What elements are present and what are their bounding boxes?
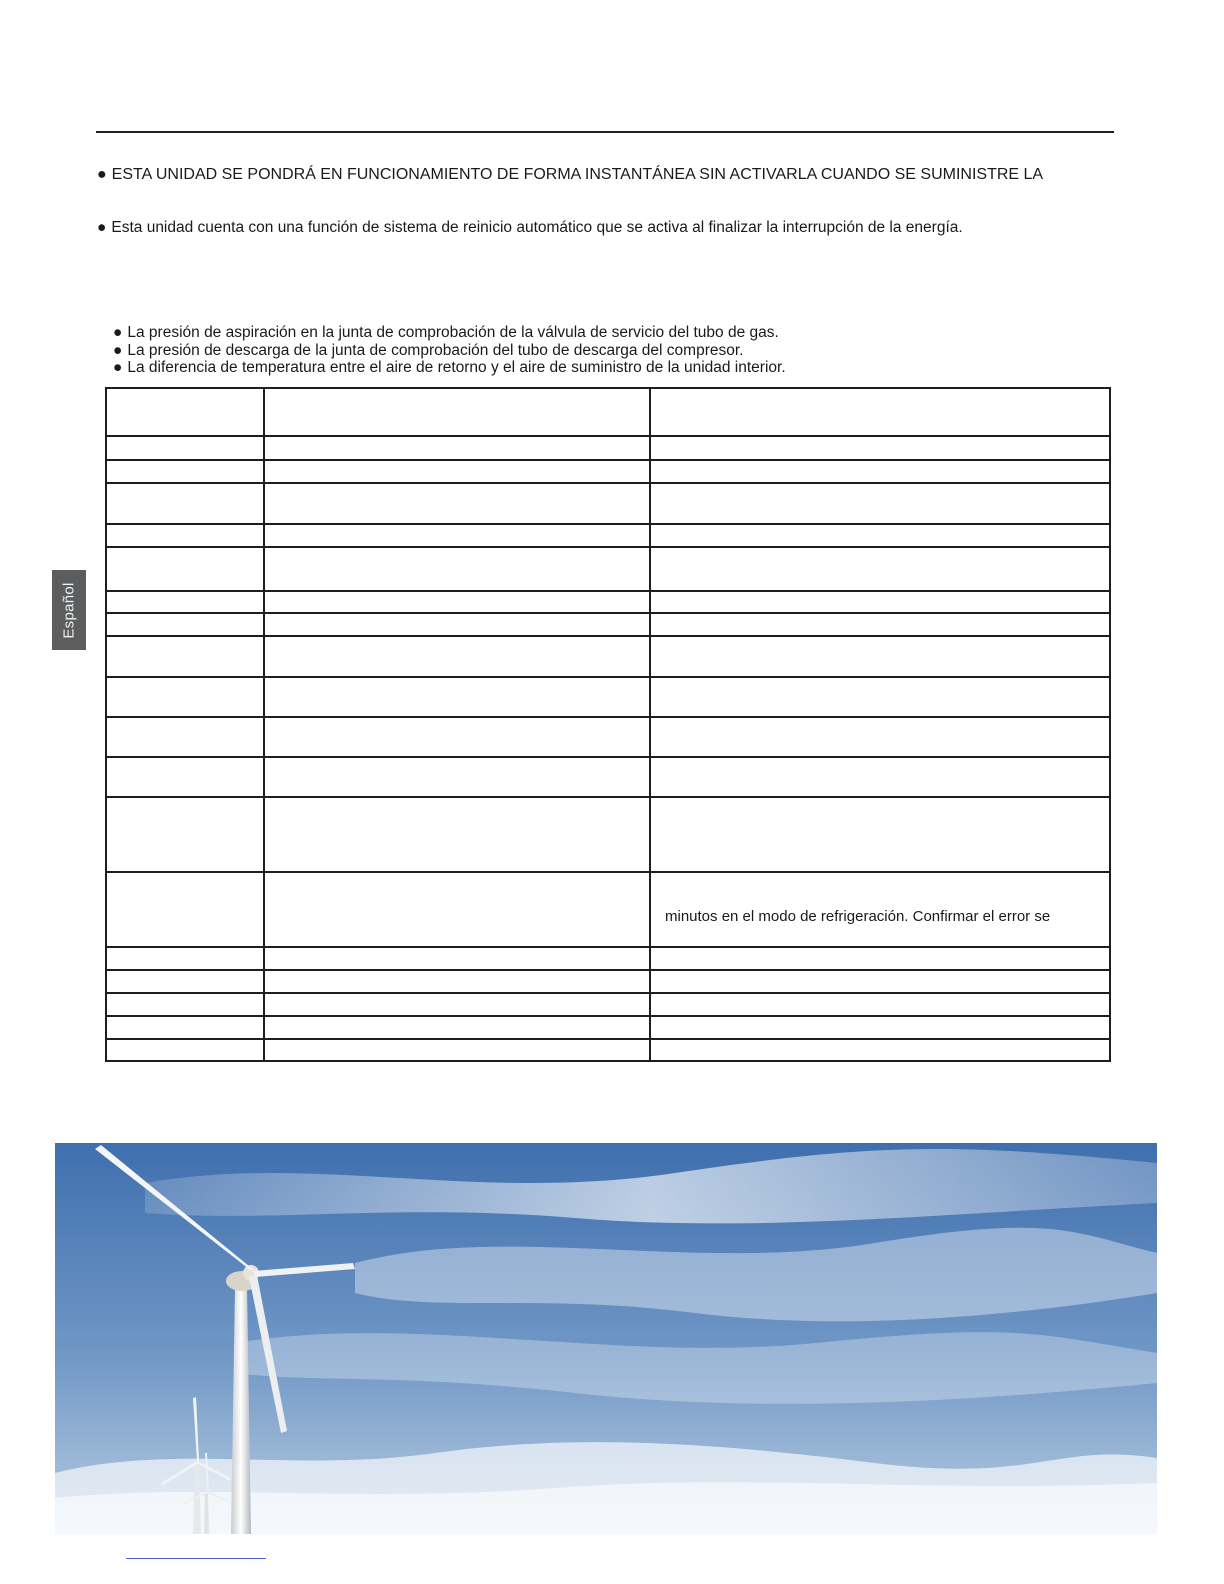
language-tab [52,570,86,650]
table-cell [650,524,1110,547]
restart-paragraph [97,219,963,237]
table-row [106,872,1110,947]
table-cell [106,757,264,797]
table-row [106,757,1110,797]
table-cell [264,757,650,797]
bullet-icon: ● [113,341,123,359]
warning-text: ESTA UNIDAD SE PONDRÁ EN FUNCIONAMIENTO DE FORMA INSTANTÁNEA SIN ACTIVARLA CUANDO SE SUMINISTRE LA [111,166,1044,183]
table-cell [264,547,650,591]
table-cell [264,613,650,636]
footer-link-underline [126,1558,266,1559]
table-row [106,993,1110,1016]
check-list [113,324,786,377]
table-cell [106,993,264,1016]
table-row [106,591,1110,613]
table-cell [106,717,264,757]
header-rule [96,131,1114,133]
table-cell [264,591,650,613]
table-cell [264,1039,650,1061]
table-row [106,436,1110,460]
table-row [106,547,1110,591]
table-cell [106,872,264,947]
warning-paragraph [97,166,1043,184]
table-cell [264,388,650,436]
table-row [106,524,1110,547]
table-cell [264,677,650,717]
table-cell [650,388,1110,436]
table-cell [650,483,1110,524]
table-cell [650,591,1110,613]
table-cell [650,1016,1110,1039]
bullet-icon: ● [97,219,107,236]
table-cell [106,677,264,717]
language-tab-label: Español [60,581,78,639]
check-item: ● La presión de aspiración en la junta de comprobación de la válvula de servicio del tubo de gas. [113,324,779,341]
table-cell [650,460,1110,483]
table-cell [106,460,264,483]
table-cell [650,677,1110,717]
table-cell [264,993,650,1016]
table-cell [106,1016,264,1039]
table-cell [650,436,1110,460]
bullet-icon: ● [97,166,107,183]
table-cell [650,717,1110,757]
table-cell [650,970,1110,993]
table-cell [106,388,264,436]
table-cell [106,436,264,460]
table-cell [650,636,1110,677]
table-cell [106,947,264,970]
table-row [106,460,1110,483]
table-cell [264,524,650,547]
table-cell [106,1039,264,1061]
table-cell [650,872,1110,947]
table-row [106,717,1110,757]
table-cell [650,947,1110,970]
row-note-text: minutos en el modo de refrigeración. Confirmar el error se [665,908,1051,925]
table-cell [264,970,650,993]
table-cell [264,797,650,872]
check-item: ● La presión de descarga de la junta de comprobación del tubo de descarga del compresor. [113,341,744,359]
table-row [106,947,1110,970]
table-row [106,483,1110,524]
table-cell [650,613,1110,636]
table-cell [264,947,650,970]
table-row [106,1016,1110,1039]
check-item: ● La diferencia de temperatura entre el aire de retorno y el aire de suministro de la unidad interior. [113,359,786,376]
table-header-row [106,388,1110,436]
table-row [106,797,1110,872]
bullet-icon: ● [113,324,123,341]
table-cell [106,547,264,591]
table-cell [264,436,650,460]
table-cell [106,524,264,547]
table-row [106,970,1110,993]
table-cell [264,717,650,757]
table-cell [650,993,1110,1016]
table-cell [264,483,650,524]
table-cell [106,483,264,524]
bullet-icon: ● [113,359,123,376]
table-cell [106,591,264,613]
table-cell [650,757,1110,797]
table-cell [650,547,1110,591]
table-cell [106,636,264,677]
table-row [106,613,1110,636]
table-cell [106,613,264,636]
table-row [106,636,1110,677]
table-cell [106,797,264,872]
table-cell [650,1039,1110,1061]
table-row [106,1039,1110,1061]
wind-turbine-photo [55,1143,1157,1534]
table-cell [264,636,650,677]
table-cell [264,1016,650,1039]
table-cell [264,872,650,947]
table-cell [106,970,264,993]
table-row [106,677,1110,717]
error-code-table [105,387,1111,1062]
restart-text: Esta unidad cuenta con una función de sistema de reinicio automático que se activa al finalizar la interrupción de la energía. [111,219,963,236]
table-cell [650,797,1110,872]
table-cell [264,460,650,483]
